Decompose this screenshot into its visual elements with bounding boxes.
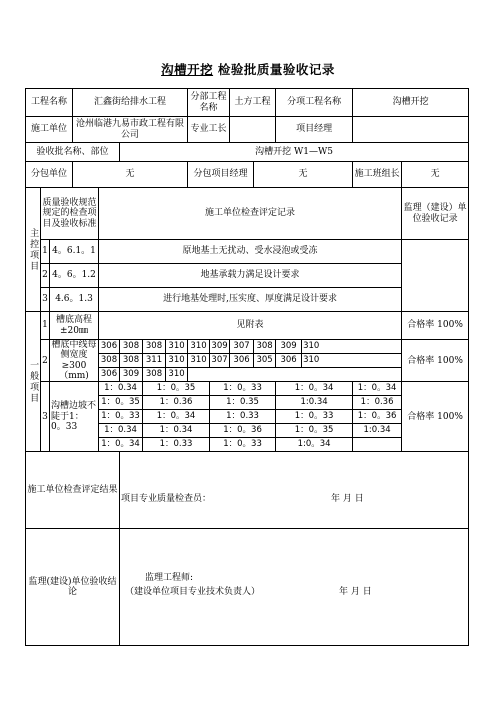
main-item-no: 2 [41, 264, 50, 288]
subcontract-value: 无 [73, 162, 188, 188]
item-project-value: 沟槽开挖 [353, 89, 469, 117]
slope-value: 1：0.34 [99, 424, 143, 438]
foreman-label: 专业工长 [188, 117, 230, 143]
main-item-record: 进行地基处理时,压实度、厚度满足设计要求 [99, 288, 402, 312]
slope-value: 1：0。33 [210, 438, 276, 452]
width-value: 310 [302, 354, 402, 368]
width-value: 308 [120, 340, 143, 354]
slope-value: 1：0。36 [210, 424, 276, 438]
main-item-record: 原地基土无扰动、受水浸泡或受冻 [99, 240, 402, 264]
main-item-clause: 4.6。1.3 [50, 288, 99, 312]
slope-value: 1：0。33 [276, 410, 353, 424]
subcontract-mgr-label: 分包项目经理 [188, 162, 254, 188]
main-item-no: 3 [41, 288, 50, 312]
supervision-label: 监理(建设)单位验收结论 [26, 529, 120, 646]
slope-value: 1：0。35 [276, 424, 353, 438]
width-empty [188, 368, 402, 382]
slope-value: 1：0。34 [353, 382, 402, 396]
foreman-value [230, 117, 276, 143]
supervision-date: 年 月 日 [339, 587, 372, 598]
main-item-clause: 4。6。1.2 [50, 264, 99, 288]
slope-value: 1：0.34 [143, 424, 210, 438]
slope-value: 1：0。34 [276, 382, 353, 396]
width-value: 308 [120, 354, 143, 368]
sub-project-value: 土方工程 [230, 89, 276, 117]
project-name-label: 工程名称 [26, 89, 73, 117]
width-value: 310 [166, 368, 188, 382]
general-item-no: 3 [41, 382, 50, 452]
slope-empty [353, 438, 402, 452]
general-item-rate: 合格率 100% [402, 382, 469, 452]
slope-value: 1：0.33 [143, 438, 210, 452]
width-value: 310 [302, 340, 402, 354]
width-value: 308 [143, 368, 166, 382]
team-leader-label: 施工班组长 [353, 162, 402, 188]
title-underlined-part: 沟槽开挖 [161, 62, 214, 77]
pm-value [353, 117, 469, 143]
general-item-name: 槽底高程±20㎜ [50, 312, 99, 340]
width-value: 311 [143, 354, 166, 368]
slope-value: 1：0。34 [99, 438, 143, 452]
slope-value: 1：0.36 [143, 396, 210, 410]
title-rest: 检验批质量验收记录 [213, 62, 335, 77]
pm-label: 项目经理 [276, 117, 353, 143]
supervision-content [120, 529, 469, 646]
width-value: 310 [188, 354, 210, 368]
slope-value: 1:0。34 [276, 438, 353, 452]
width-value: 308 [99, 354, 120, 368]
width-value: 310 [188, 340, 210, 354]
width-value: 308 [254, 340, 276, 354]
general-item-name: 沟槽边坡不陡于1：0。33 [50, 382, 99, 452]
eval-inspector: 项目专业质量检查员： [121, 494, 212, 505]
general-item-no: 2 [41, 340, 50, 382]
batch-value: 沟槽开挖 W1—W5 [120, 143, 469, 162]
eval-date: 年 月 日 [331, 494, 364, 505]
width-value: 309 [120, 368, 143, 382]
batch-label: 验收批名称、部位 [26, 143, 120, 162]
width-value: 308 [143, 340, 166, 354]
general-item-record: 见附表 [99, 312, 402, 340]
width-value: 309 [210, 340, 230, 354]
slope-value: 1：0。33 [99, 410, 143, 424]
spec-column-head: 质量验收规范规定的检查项目及验收标准 [41, 188, 99, 240]
width-value: 305 [254, 354, 276, 368]
width-value: 310 [166, 340, 188, 354]
construction-unit-label: 施工单位 [26, 117, 73, 143]
item-project-label: 分项工程名称 [276, 89, 353, 117]
record-column-head: 施工单位检查评定记录 [99, 188, 402, 240]
slope-value: 1：0.35 [210, 396, 276, 410]
slope-value: 1：0。34 [143, 410, 210, 424]
width-value: 306 [99, 340, 120, 354]
main-supervisor-cell [402, 240, 469, 312]
width-value: 306 [276, 354, 302, 368]
project-name-value: 汇鑫街给排水工程 [73, 89, 188, 117]
general-item-rate: 合格率 100% [402, 340, 469, 382]
acceptance-form [25, 88, 469, 646]
eval-content [120, 452, 469, 529]
main-control-label: 主控项目 [26, 188, 41, 312]
general-item-name: 槽底中线每侧宽度≥300（mm) [51, 340, 97, 382]
team-leader-value: 无 [402, 162, 469, 188]
supervision-owner: （建设单位项目专业技术负责人） [125, 587, 261, 598]
width-value: 307 [230, 340, 254, 354]
slope-value: 1：0.33 [210, 410, 276, 424]
width-value: 306 [99, 368, 120, 382]
slope-value: 1:0.34 [276, 396, 353, 410]
construction-unit-value: 沧州临港九易市政工程有限公司 [73, 117, 188, 143]
general-items-label: 一般项目 [26, 312, 41, 452]
slope-value: 1：0。35 [99, 396, 143, 410]
eval-label: 施工单位检查评定结果 [26, 452, 120, 529]
document-title [0, 60, 496, 78]
slope-value: 1：0。35 [143, 382, 210, 396]
supervisor-column-head: 监理（建设）单位验收记录 [402, 188, 469, 240]
width-value: 306 [230, 354, 254, 368]
width-value: 307 [210, 354, 230, 368]
slope-value: 1：0。33 [210, 382, 276, 396]
supervision-engineer: 监理工程师: [145, 573, 194, 584]
slope-value: 1:0.34 [353, 424, 402, 438]
main-item-record: 地基承载力满足设计要求 [99, 264, 402, 288]
subcontract-label: 分包单位 [26, 162, 73, 188]
slope-value: 1：0.36 [353, 396, 402, 410]
slope-value: 1：0.34 [99, 382, 143, 396]
main-item-clause: 4。6.1。1 [50, 240, 99, 264]
width-value: 309 [276, 340, 302, 354]
subcontract-mgr-value: 无 [254, 162, 353, 188]
main-item-no: 1 [41, 240, 50, 264]
width-value: 310 [166, 354, 188, 368]
general-item-no: 1 [41, 312, 50, 340]
sub-project-label: 分部工程名称 [188, 89, 230, 117]
slope-value: 1：0。36 [353, 410, 402, 424]
general-item-rate: 合格率 100% [402, 312, 469, 340]
